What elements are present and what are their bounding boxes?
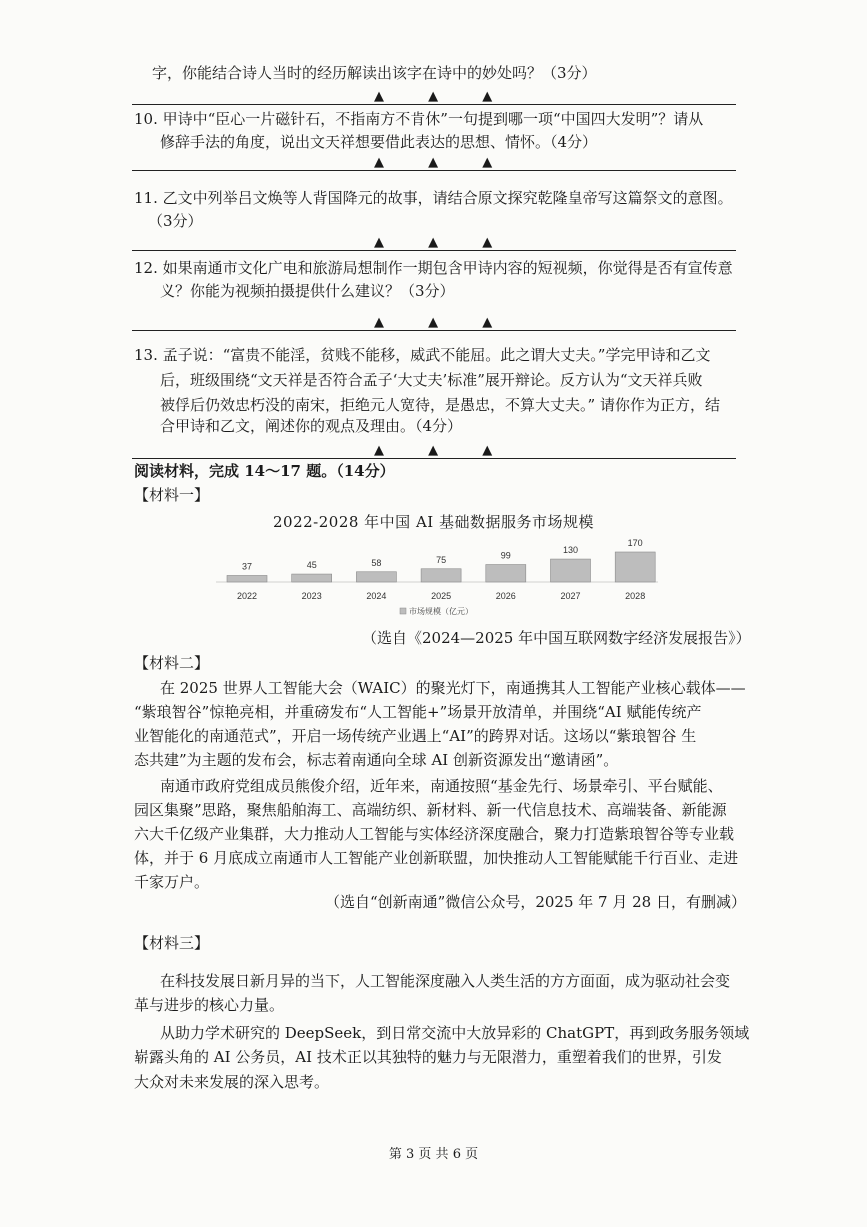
answer-triangles: ▲ ▲ ▲: [374, 89, 513, 104]
answer-triangles: ▲ ▲ ▲: [374, 315, 513, 330]
x-tick-label-2025: 2025: [431, 591, 452, 601]
data-label-2025: 75: [436, 554, 447, 565]
question-12-line1: 12. 如果南通市文化广电和旅游局想制作一期包含甲诗内容的短视频，你觉得是否有宣传意: [134, 259, 733, 277]
material-2-line: “紫琅智谷”惊艳亮相，并重磅发布“人工智能+”场景开放清单，并围绕“AI 赋能传统产: [134, 703, 702, 721]
question-9-continuation: 字，你能结合诗人当时的经历解读出该字在诗中的妙处吗？（3分）: [152, 64, 597, 82]
material-2-line: 体，并于 6 月底成立南通市人工智能产业创新联盟，加快推动人工智能赋能千行百业、走进: [134, 849, 739, 867]
question-13-line3: 被俘后仍效忠朽没的南宋，拒绝元人宽待，是愚忠，不算大丈夫。” 请你作为正方，结: [160, 396, 720, 414]
x-tick-label-2023: 2023: [301, 591, 322, 601]
material-2-line: 态共建”为主题的发布会，标志着南通向全球 AI 创新资源发出“邀请函”。: [134, 751, 619, 769]
question-11-line1: 11. 乙文中列举吕文焕等人背国降元的故事，请结合原文探究乾隆皇帝写这篇祭文的意图。: [134, 189, 733, 207]
bar-2025: [421, 569, 461, 582]
data-label-2027: 130: [562, 545, 579, 556]
bar-2027: [551, 559, 591, 582]
legend-label: 市场规模（亿元）: [409, 607, 473, 616]
bar-2023: [292, 574, 332, 582]
material-2-line: 千家万户。: [134, 873, 210, 891]
bar-2026: [486, 565, 526, 582]
material-1-label: 【材料一】: [134, 486, 210, 504]
material-2-line: 园区集聚”思路，聚焦船舶海工、高端纺织、新材料、新一代信息技术、高端装备、新能源: [134, 801, 727, 819]
data-label-2022: 37: [241, 561, 253, 572]
material-3-line: 在科技发展日新月异的当下，人工智能深度融入人类生活的方方面面，成为驱动社会变: [160, 972, 731, 990]
material-3-label: 【材料三】: [134, 934, 210, 952]
material-3-line: 从助力学术研究的 DeepSeek，到日常交流中大放异彩的 ChatGPT，再到政务服务领域: [160, 1024, 750, 1042]
x-tick-label-2022: 2022: [236, 591, 258, 601]
legend-swatch: [400, 608, 406, 614]
question-12-line2: 义？你能为视频拍摄提供什么建议？（3分）: [160, 282, 455, 300]
material-3-line: 革与进步的核心力量。: [134, 996, 285, 1014]
x-tick-label-2026: 2026: [495, 591, 516, 601]
bar-2022: [227, 575, 267, 582]
material-3-line: 大众对未来发展的深入思考。: [134, 1073, 330, 1091]
material-2-line: 六大千亿级产业集群，大力推动人工智能与实体经济深度融合，聚力打造紫琅智谷等专业载: [134, 825, 735, 843]
data-label-2028: 170: [627, 538, 643, 548]
answer-triangles: ▲ ▲ ▲: [374, 443, 513, 458]
data-label-2023: 45: [306, 560, 317, 571]
x-tick-label-2028: 2028: [625, 591, 646, 601]
question-13-line1: 13. 孟子说：“富贵不能淫，贫贱不能移，威武不能屈。此之谓大丈夫。”学完甲诗和乙文: [134, 346, 711, 364]
question-11-line2: （3分）: [148, 212, 203, 230]
question-10-line1: 10. 甲诗中“臣心一片磁针石，不指南方不肯休”一句提到哪一项“中国四大发明”？请从: [134, 110, 704, 128]
bar-2024: [356, 572, 396, 582]
material-2-source: （选自“创新南通”微信公众号，2025 年 7 月 28 日，有删减）: [325, 893, 746, 911]
x-tick-label-2024: 2024: [366, 591, 387, 601]
material-2-line: 业智能化的南通范式”，开启一场传统产业遇上“AI”的跨界对话。这场以“紫琅智谷 生: [134, 727, 697, 745]
answer-line: [132, 170, 736, 171]
question-13-line2: 后，班级围绕“文天祥是否符合孟子‘大丈夫’标准”展开辩论。反方认为“文天祥兵败: [160, 371, 703, 389]
page-number: 第 3 页 共 6 页: [388, 1147, 479, 1162]
material-1-source: （选自《2024—2025 年中国互联网数字经济发展报告》）: [362, 629, 751, 647]
data-label-2024: 58: [371, 557, 382, 568]
answer-triangles: ▲ ▲ ▲: [374, 235, 513, 250]
market-size-bar-chart: [200, 530, 680, 622]
data-label-2026: 99: [500, 550, 511, 561]
bar-2028: [615, 552, 655, 582]
reading-instructions: 阅读材料，完成 14～17 题。（14分）: [134, 462, 395, 480]
question-13-line4: 合甲诗和乙文，阐述你的观点及理由。（4分）: [160, 417, 463, 435]
question-10-line2: 修辞手法的角度，说出文天祥想要借此表达的思想、情怀。（4分）: [160, 133, 598, 151]
material-2-label: 【材料二】: [134, 654, 210, 672]
x-tick-label-2027: 2027: [560, 591, 581, 601]
material-2-line: 南通市政府党组成员熊俊介绍，近年来，南通按照“基金先行、场景牵引、平台赋能、: [160, 777, 723, 795]
answer-triangles: ▲ ▲ ▲: [374, 155, 513, 170]
material-2-line: 在 2025 世界人工智能大会（WAIC）的聚光灯下，南通携其人工智能产业核心载体——: [160, 679, 746, 697]
answer-line: [132, 330, 736, 331]
answer-line: [132, 250, 736, 251]
material-3-line: 崭露头角的 AI 公务员，AI 技术正以其独特的魅力与无限潜力，重塑着我们的世界，引发: [134, 1048, 722, 1066]
chart-title: 2022-2028 年中国 AI 基础数据服务市场规模: [273, 513, 594, 531]
